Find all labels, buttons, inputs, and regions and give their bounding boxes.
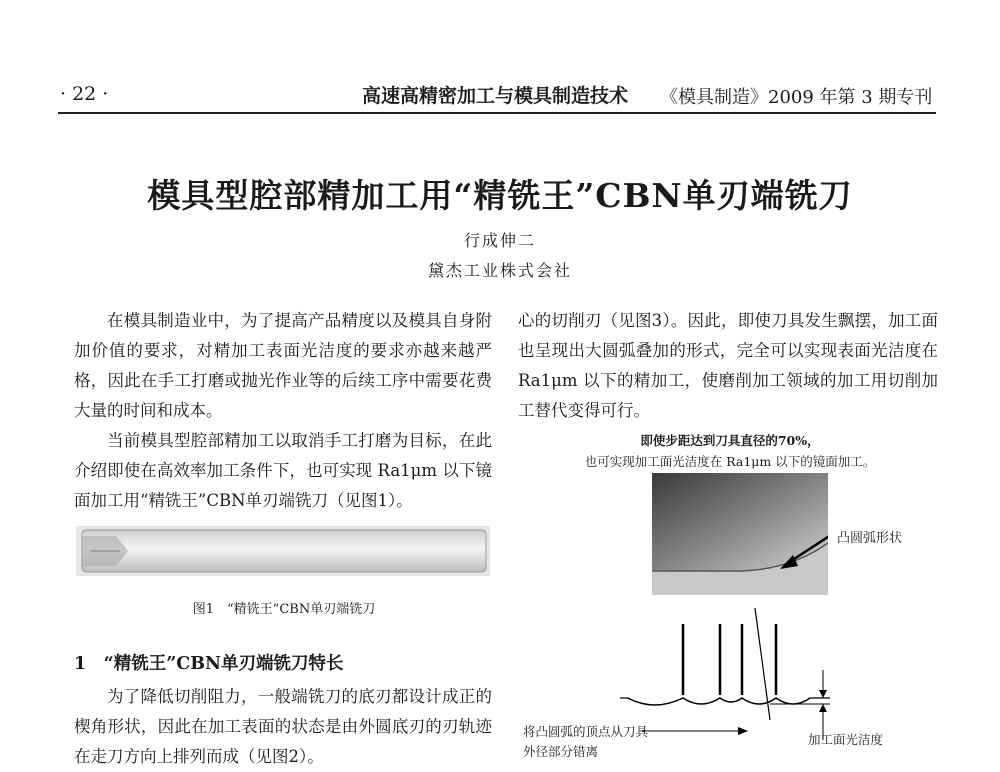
- endmill-tool-image: [76, 520, 492, 590]
- diagram-label-left: 将凸圆弧的顶点从刀具外径部分错离: [523, 724, 649, 759]
- journal-issue: 《模具制造》2009 年第 3 期专刊: [660, 87, 933, 108]
- body-paragraph-right: 心的切削刃（见图3）。因此，即使刀具发生飘摆，加工面也呈现出大圆弧叠加的形式，完全可以实现表面光洁度在 Ra1μm 以下的精加工，使磨削加工领域的加工用切削加工替代变得可行。: [518, 311, 938, 420]
- body-paragraph-2: 当前模具型腔部精加工以取消手工打磨为目标，在此介绍即使在高效率加工条件下，也可实现 Ra1μm 以下镜面加工用“精铣王”CBN单刃端铣刀（见图1）。: [74, 431, 492, 510]
- figure-3-caption-line-1: 即使步距达到刀具直径的70%，: [640, 433, 820, 448]
- body-paragraph-1: 在模具制造业中，为了提高产品精度以及模具自身附加价值的要求，对精加工表面光洁度的要求亦越来越严格，因此在手工打磨或抛光作业等的后续工序中需要花费大量的时间和成本。: [74, 311, 492, 420]
- machined-surface-photo: [652, 473, 828, 595]
- figure-3-caption-line-2: 也可实现加工面光洁度在 Ra1μm 以下的镜面加工。: [584, 454, 876, 469]
- page-number: · 22 ·: [60, 83, 109, 105]
- author: 行成伸二: [463, 231, 536, 250]
- affiliation: 黛杰工业株式会社: [427, 261, 572, 280]
- photo-annotation-label: 凸圆弧形状: [837, 531, 903, 546]
- figure-1-caption: 图1 “精铣王”CBN单刃端铣刀: [192, 602, 376, 617]
- section-heading: 1 “精铣王”CBN单刃端铣刀特长: [74, 654, 344, 674]
- header-rule: [58, 112, 936, 114]
- journal-title: 高速高精密加工与模具制造技术: [362, 85, 629, 107]
- body-paragraph-3: 为了降低切削阻力，一般端铣刀的底刃都设计成正的楔角形状，因此在加工表面的状态是由外圆底刃的刃轨迹在走刀方向上排列而成（见图2）。: [74, 687, 492, 766]
- article-title: 模具型腔部精加工用“精铣王”CBN单刃端铣刀: [147, 176, 853, 215]
- diagram-label-right: 加工面光洁度: [808, 732, 884, 747]
